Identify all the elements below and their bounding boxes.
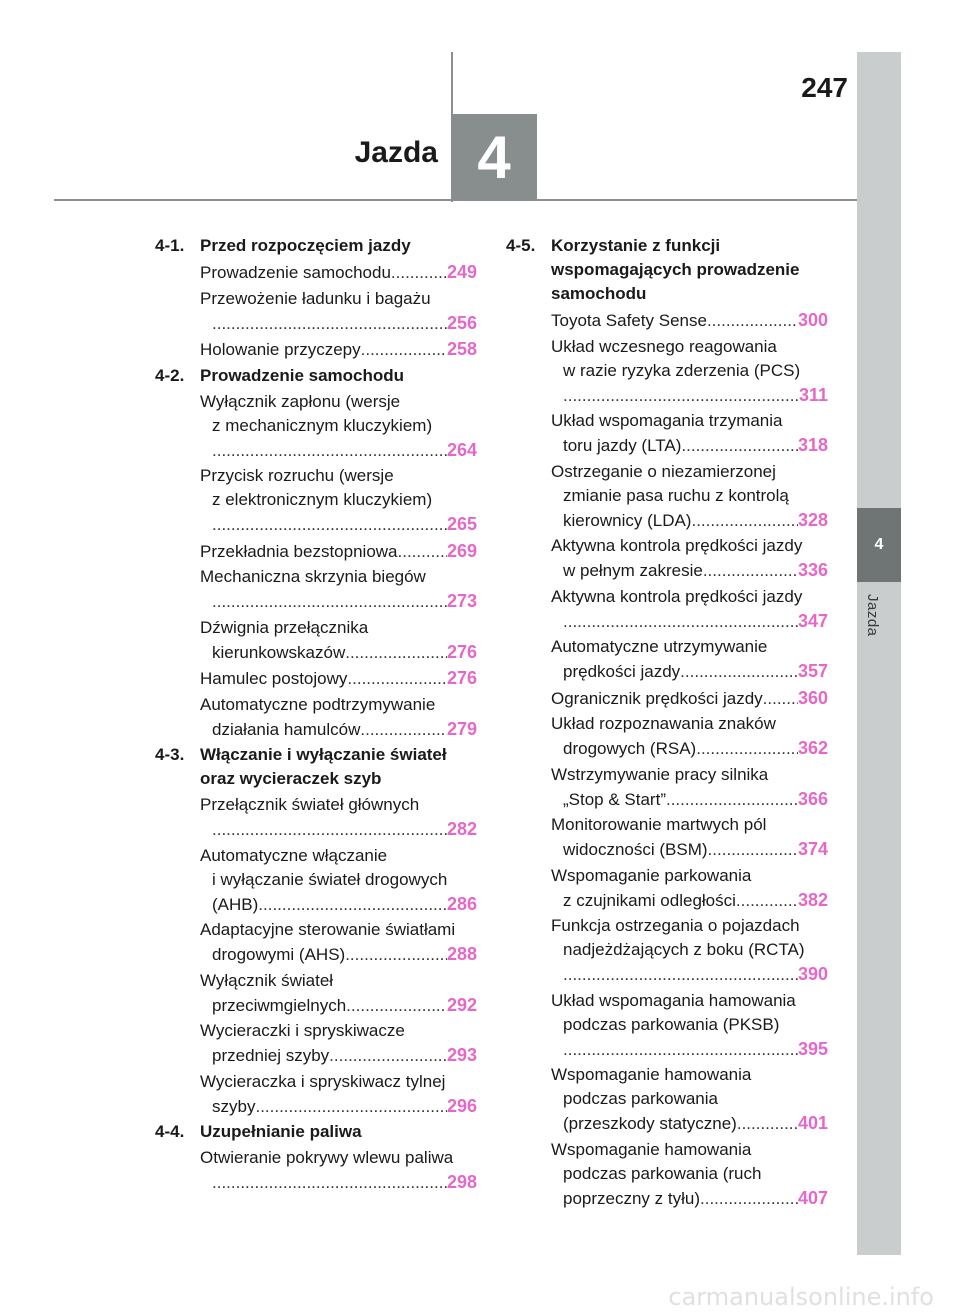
page-reference[interactable]: 296 [446, 1095, 477, 1116]
dot-leader [361, 338, 447, 362]
entry-text: Otwieranie pokrywy wlewu paliwa [200, 1148, 454, 1167]
entry-last-line [551, 659, 828, 684]
toc-entry[interactable] [200, 539, 477, 564]
section-title: Prowadzenie samochodu [200, 365, 405, 385]
page-reference[interactable]: 273 [446, 591, 477, 611]
entry-text: Układ wspomagania hamowania [551, 990, 796, 1010]
entry-last-line [551, 888, 828, 913]
toc-entry[interactable] [200, 260, 477, 285]
toc-entry[interactable] [551, 989, 828, 1062]
entry-text: przeciwmgielnych [212, 995, 347, 1015]
chapter-number-box: 4 [451, 114, 537, 200]
entry-text: Wspomaganie parkowania [551, 865, 752, 885]
entry-text: Ogranicznik prędkości jazdy [551, 688, 763, 708]
header-horizontal-rule [54, 199, 857, 201]
entry-text: w pełnym zakresie [563, 561, 703, 580]
entry-text: Wycieraczka i spryskiwacz tylnej [200, 1071, 446, 1091]
entry-text: Prowadzenie samochodu [200, 263, 391, 282]
entry-last-line [200, 589, 477, 614]
entry-text: toru jazdy (LTA) [563, 436, 682, 455]
page-reference[interactable]: 279 [446, 718, 477, 739]
dot-leader [360, 718, 447, 742]
dot-leader [345, 641, 447, 665]
dot-leader [563, 963, 798, 987]
page-reference[interactable]: 382 [797, 889, 828, 910]
entry-text: podczas parkowania (PKSB) [563, 1014, 780, 1034]
entry-text: Adaptacyjne sterowanie światłami [200, 920, 456, 939]
entry-text: prędkości jazdy [563, 662, 681, 681]
entry-last-line [551, 1186, 828, 1211]
entry-text: (przeszkody statyczne) [563, 1114, 737, 1133]
page-reference[interactable]: 298 [446, 1172, 477, 1192]
page-reference[interactable]: 264 [446, 439, 477, 460]
side-tab-strip [857, 52, 901, 1255]
dot-leader [680, 660, 798, 684]
toc-entry[interactable] [200, 1019, 477, 1068]
dot-leader [700, 1187, 798, 1211]
toc-entry[interactable] [551, 763, 828, 812]
entry-last-line [200, 717, 477, 742]
entry-text: Przewożenie ładunku i bagażu [200, 288, 431, 308]
toc-entry[interactable] [200, 969, 477, 1018]
page-reference[interactable]: 300 [797, 310, 828, 330]
dot-leader [707, 309, 798, 333]
page-reference[interactable]: 336 [797, 560, 828, 580]
entry-text: widoczności (BSM) [563, 840, 708, 859]
toc-section [155, 364, 477, 742]
page-number: 247 [801, 72, 848, 103]
toc-entry[interactable] [200, 918, 477, 967]
toc-entry[interactable] [551, 813, 828, 862]
entry-text: w razie ryzyka zderzenia (PCS) [563, 360, 801, 380]
entry-text: drogowymi (AHS) [212, 945, 346, 964]
entry-last-line [200, 1170, 477, 1195]
entry-text: Automatyczne włączanie [200, 845, 388, 865]
toc-entry[interactable] [200, 464, 477, 537]
entry-text: Holowanie przyczepy [200, 340, 361, 359]
entry-text: Dźwignia przełącznika [200, 617, 369, 637]
toc-entry[interactable] [551, 1063, 828, 1136]
toc-entry[interactable] [200, 666, 477, 691]
page-reference[interactable]: 276 [446, 668, 477, 688]
entry-text: Wspomaganie hamowania [551, 1139, 752, 1159]
page-reference[interactable]: 282 [446, 819, 477, 839]
dot-leader [563, 1038, 798, 1062]
entry-last-line [551, 433, 828, 458]
toc-section [155, 743, 477, 1119]
entry-text: Wyłącznik zapłonu (wersje [200, 391, 401, 411]
page-reference[interactable]: 269 [446, 540, 477, 561]
toc-entry[interactable] [551, 308, 828, 333]
toc-entry[interactable] [551, 534, 828, 583]
dot-leader [563, 384, 799, 408]
page-reference[interactable]: 318 [797, 435, 828, 455]
entry-text: działania hamulców [212, 719, 361, 739]
toc-entry[interactable] [200, 693, 477, 742]
entry-text: Przycisk rozruchu (wersje [200, 466, 394, 485]
entry-text: Hamulec postojowy [200, 669, 348, 688]
section-number: 4-2. [155, 365, 185, 385]
toc-entry[interactable] [200, 390, 477, 463]
section-title: Włączanie i wyłączanie świateł oraz wycieraczek szyb [200, 745, 447, 788]
entry-last-line [200, 993, 477, 1018]
dot-leader [212, 513, 447, 537]
entry-last-line [200, 640, 477, 665]
dot-leader [212, 1171, 447, 1195]
section-heading [155, 743, 477, 791]
entry-last-line [551, 962, 828, 987]
section-heading [155, 364, 477, 388]
toc-entry[interactable] [551, 686, 828, 711]
entry-last-line [200, 817, 477, 842]
entry-text: Toyota Safety Sense [551, 311, 707, 330]
entry-text: kierunkowskazów [212, 642, 346, 662]
toc-section [506, 234, 828, 1211]
toc-entry[interactable] [551, 864, 828, 913]
entry-text: z mechanicznym kluczykiem) [212, 415, 433, 435]
toc-column-left [155, 234, 477, 1197]
dot-leader [212, 312, 447, 336]
entry-text: Funkcja ostrzegania o pojazdach [551, 916, 800, 935]
entry-text: Przełącznik świateł głównych [200, 795, 420, 814]
page-reference[interactable]: 258 [446, 339, 477, 359]
entry-text: nadjeżdżających z boku (RCTA) [563, 940, 805, 959]
dot-leader [696, 737, 798, 761]
entry-last-line [200, 666, 477, 691]
dot-leader [255, 1095, 446, 1119]
section-heading [506, 234, 828, 306]
page-reference[interactable]: 401 [797, 1113, 828, 1133]
entry-text: Wspomaganie hamowania [551, 1065, 752, 1084]
page-reference[interactable]: 249 [446, 262, 477, 282]
entry-last-line [200, 260, 477, 285]
entry-last-line [551, 609, 828, 634]
dot-leader [391, 261, 447, 285]
entry-last-line [200, 942, 477, 967]
entry-text: podczas parkowania (ruch [563, 1163, 762, 1183]
dot-leader [703, 559, 798, 583]
page-reference[interactable]: 395 [797, 1038, 828, 1059]
dot-leader [212, 590, 447, 614]
entry-text: przedniej szyby [212, 1046, 330, 1065]
entry-text: Przekładnia bezstopniowa [200, 541, 398, 561]
section-heading [155, 234, 477, 258]
entry-text: kierownicy (LDA) [563, 510, 692, 530]
entry-last-line [200, 539, 477, 564]
chapter-title: Jazda [354, 136, 438, 169]
dot-leader [737, 1112, 798, 1136]
page-reference[interactable]: 311 [798, 384, 828, 405]
entry-last-line [200, 438, 477, 463]
entry-text: Automatyczne utrzymywanie [551, 637, 768, 656]
entry-text: Wstrzymywanie pracy silnika [551, 764, 769, 784]
toc-entry[interactable] [551, 460, 828, 533]
toc-entry[interactable] [200, 793, 477, 842]
dot-leader [691, 509, 797, 533]
toc-entry[interactable] [200, 616, 477, 665]
entry-text: Monitorowanie martwych pól [551, 815, 767, 834]
page-reference[interactable]: 374 [797, 839, 828, 859]
entry-last-line [551, 787, 828, 812]
entry-last-line [551, 383, 828, 408]
entry-last-line [551, 308, 828, 333]
entry-last-line [551, 837, 828, 862]
toc-entry[interactable] [551, 914, 828, 987]
toc-entry[interactable] [551, 1138, 828, 1211]
toc-entry[interactable] [200, 287, 477, 336]
entry-last-line [200, 311, 477, 336]
toc-entry[interactable] [200, 565, 477, 614]
entry-text: poprzeczny z tyłu) [563, 1188, 700, 1208]
page-reference[interactable]: 286 [446, 893, 477, 914]
entry-last-line [200, 1043, 477, 1068]
entry-text: Układ wczesnego reagowania [551, 336, 777, 356]
entry-last-line [551, 686, 828, 711]
entry-text: Wycieraczki i spryskiwacze [200, 1021, 405, 1040]
entry-text: Ostrzeganie o niezamierzonej [551, 461, 776, 481]
section-number: 4-1. [155, 236, 185, 255]
toc-entry[interactable] [551, 712, 828, 761]
entry-last-line [200, 892, 477, 917]
toc-entry[interactable] [551, 335, 828, 408]
section-heading [155, 1120, 477, 1144]
entry-last-line [551, 1037, 828, 1062]
toc-entry[interactable] [551, 585, 828, 634]
entry-last-line [551, 558, 828, 583]
dot-leader [398, 540, 447, 564]
entry-last-line [200, 1094, 477, 1119]
page-reference[interactable]: 288 [446, 944, 477, 964]
dot-leader [258, 893, 447, 917]
dot-leader [708, 838, 798, 862]
section-number: 4-3. [155, 745, 185, 764]
dot-leader [736, 889, 798, 913]
dot-leader [681, 434, 798, 458]
page-reference[interactable]: 265 [446, 514, 477, 534]
dot-leader [345, 943, 447, 967]
entry-text: Mechaniczna skrzynia biegów [200, 567, 426, 586]
toc-entry[interactable] [200, 1070, 477, 1119]
page-reference[interactable]: 256 [446, 312, 477, 333]
page-reference[interactable]: 328 [797, 509, 828, 530]
dot-leader [763, 687, 798, 711]
page-reference[interactable]: 347 [797, 610, 828, 631]
entry-text: Układ wspomagania trzymania [551, 411, 783, 430]
toc-entry[interactable] [200, 337, 477, 362]
entry-text: Aktywna kontrola prędkości jazdy [551, 586, 803, 606]
entry-text: szyby [212, 1096, 256, 1116]
dot-leader [666, 788, 798, 812]
toc-section [155, 1120, 477, 1195]
page-reference[interactable]: 360 [797, 687, 828, 708]
entry-last-line [551, 736, 828, 761]
side-tab-label: Jazda [864, 594, 881, 637]
page-reference[interactable]: 292 [446, 994, 477, 1015]
page-reference[interactable]: 362 [797, 738, 828, 758]
section-title: Uzupełnianie paliwa [200, 1122, 362, 1141]
section-title: Korzystanie z funkcji wspomagających prowadzenie samochodu [551, 236, 800, 303]
toc-entry[interactable] [551, 635, 828, 684]
entry-last-line [551, 508, 828, 533]
entry-text: podczas parkowania [563, 1089, 718, 1108]
dot-leader [212, 818, 447, 842]
page-reference[interactable]: 390 [797, 964, 828, 984]
section-number: 4-5. [506, 236, 536, 255]
side-tab-active[interactable]: 4 [857, 508, 901, 582]
dot-leader [346, 994, 447, 1018]
page-reference[interactable]: 357 [797, 661, 828, 681]
dot-leader [347, 667, 447, 691]
section-number: 4-4. [155, 1122, 185, 1141]
page-reference[interactable]: 276 [446, 641, 477, 662]
toc-entry[interactable] [200, 1146, 477, 1195]
entry-last-line [200, 512, 477, 537]
entry-text: Automatyczne podtrzymywanie [200, 694, 436, 714]
toc-section [155, 234, 477, 362]
dot-leader [563, 610, 798, 634]
toc-entry[interactable] [551, 409, 828, 458]
entry-text: Wyłącznik świateł [200, 970, 334, 990]
entry-last-line [551, 1111, 828, 1136]
entry-text: z elektronicznym kluczykiem) [212, 490, 433, 509]
section-title: Przed rozpoczęciem jazdy [200, 236, 411, 255]
watermark: carmanualsonline.info [668, 1283, 934, 1311]
dot-leader [329, 1044, 447, 1068]
toc-column-right [506, 234, 828, 1212]
entry-text: z czujnikami odległości [563, 890, 736, 910]
page-reference[interactable]: 293 [446, 1045, 477, 1065]
page-reference[interactable]: 407 [797, 1187, 828, 1208]
entry-text: i wyłączanie świateł drogowych [212, 869, 448, 889]
entry-text: Układ rozpoznawania znaków [551, 714, 776, 733]
page-reference[interactable]: 366 [797, 788, 828, 809]
entry-text: zmianie pasa ruchu z kontrolą [563, 485, 789, 505]
entry-text: drogowych (RSA) [563, 739, 697, 758]
dot-leader [212, 439, 447, 463]
entry-last-line [200, 337, 477, 362]
entry-text: Aktywna kontrola prędkości jazdy [551, 536, 803, 555]
toc-entry[interactable] [200, 844, 477, 917]
entry-text: (AHB) [212, 894, 259, 914]
entry-text: „Stop & Start” [563, 789, 666, 809]
